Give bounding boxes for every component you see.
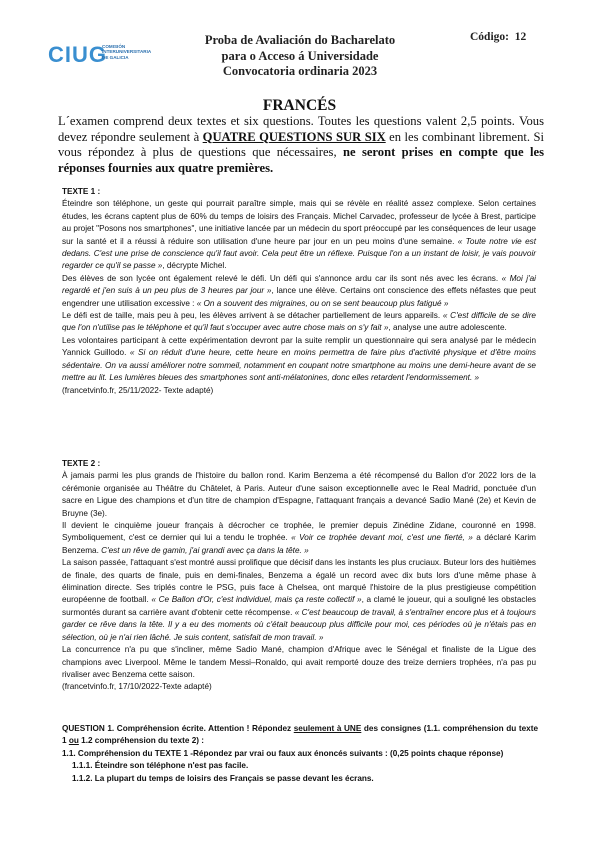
exam-code (470, 31, 526, 43)
text-1-label: TEXTE 1 : (62, 187, 101, 196)
text-1-source: (francetvinfo.fr, 25/11/2022- Texte adapté) (62, 385, 214, 395)
intro-part1: L´examen comprend deux textes et six questions. Toutes les questions valent 2,5 points. Vous devez répondre seulement à (58, 114, 544, 144)
text-2-source: (francetvinfo.fr, 17/10/2022-Texte adapté) (62, 682, 212, 692)
logo-org-text: COMISIÓN INTERUNIVERSITARIA DE GALICIA (102, 44, 152, 60)
header-line-2: para o Acceso á Universidade (221, 48, 379, 63)
text-2-paragraph-3: La saison passée, l'attaquant s'est montré aussi prolifique que décisif dans les instants les plus cruciaux. Buteur lors des huitièmes de finale, des quarts de finale, puis en demi-finales, Benzema a égalé un record avec dix buts lors d'une même phase à élimination directe. Ses triplés contre le PSG, puis face à Chelsea, ont marqué l'histoire de la plus prestigieuse compétition européenne de football. « Ce Ballon d'Or, c'est individuel, mais ça reste collectif », a clamé le joueur, qui a souligné les obstacles surmontés durant sa carrière avant d'obtenir cette récompense. « C'est beaucoup de travail, à s'entraîner encore plus et à toujours garder ce rêve dans la tête. Il y a eu des moments où c'était beaucoup plus difficile pour moi, ces périodes où je n'étais pas en sélection, où je n'ai rien lâché. Je suis content, satisfait de mon travail. » (62, 558, 536, 642)
text-1 (62, 186, 536, 397)
text-2-paragraph-2: Il devient le cinquième joueur français à décrocher ce trophée, le premier depuis Zinédine Zidane, couronné en 1998. Symboliquement, c'est ce dernier qui lui a tendu le trophée. « Voir ce trophée devant moi, c'est une fierté, » a déclaré Karim Benzema. C'est un rêve de gamin, j'ai grandi avec ça dans la tête. » (62, 521, 536, 555)
question-1-1-1: 1.1.1. Éteindre son téléphone n'est pas facile. (72, 761, 249, 771)
ciug-logo (48, 42, 158, 70)
text-1-paragraph-3: Le défi est de taille, mais peu à peu, les élèves arrivent à se détacher partiellement de leurs appareils. « C'est difficile de se dire que l'on n'utilise pas le téléphone et qu'il faut s'occuper avec autre chose mais on s'y fait », analyse une autre adolescente. (62, 311, 536, 333)
intro-part2: en les combinant librement. Si vous répondez à plus de questions que nécessaires, (58, 129, 545, 159)
question-1-1-2: 1.1.2. La plupart du temps de loisirs des Français se passe devant les écrans. (72, 773, 374, 783)
instructions (58, 114, 544, 176)
logo-text: CIUG (48, 42, 107, 67)
page-title: FRANCÉS (262, 97, 337, 114)
question-1-1-instruction: 1.1. Compréhension du TEXTE 1 -Répondez par vrai ou faux aux énoncés suivants : (0,25 points chaque réponse) (62, 748, 504, 758)
header-line-1: Proba de Avaliación do Bacharelato (204, 33, 396, 47)
intro-bold-end: ne seront prises en compte que les réponses fournies aux quatre premières. (58, 145, 544, 175)
code-label: Código: (470, 31, 509, 43)
text-1-paragraph-2: Des élèves de son lycée ont également relevé le défi. Un défi qui s'annonce ardu car ils sont nés avec les écrans. « Moi j'ai regardé et j'en suis à un peu plus de 3 heures par jour », lance une élève. Certains ont conscience des effets néfastes que peut engendrer une utilisation excessive : « On a souvent des migraines, ou on se sent beaucoup plus fatigué » (62, 273, 536, 308)
text-1-paragraph-4: Les volontaires participant à cette expérimentation devront par la suite remplir un questionnaire qui sera analysé par le médecin Yannick Guillodo. « Si on réduit d'une heure, cette heure en moins permettra de faire plus d'activité physique et d'être moins sédentaire. On va aussi améliorer notre sommeil, notamment en coupant notre smartphone au moins une demi-heure avant de se mettre au lit. Les lumières bleues des smartphones sont anti-mélatonines, donc elles retardent l'endormissement. » (62, 335, 537, 383)
exam-header (200, 33, 400, 80)
text-2-label: TEXTE 2 : (62, 459, 101, 468)
text-2-paragraph-1: À jamais parmi les plus grands de l'histoire du ballon rond. Karim Benzema a été récompensé du Ballon d'or 2022 lors de la cérémonie organisée au Théâtre du Châtelet, à Paris. Auteur d'une saison exceptionnelle avec le Real Madrid, ponctuée d'un sacre en Ligue des champions et d'un titre de champion d'Espagne, l'attaquant français a devancé Sadio Mané (2e) et Kevin de Bruyne (3e). (62, 471, 536, 518)
text-2 (62, 458, 536, 694)
question-1-heading: QUESTION 1. Compréhension écrite. Attention ! Répondez seulement à UNE des consignes (1.1. compréhension du texte 1 ou 1.2 compréhension du texte 2) : (62, 724, 539, 746)
text-1-paragraph-1: Éteindre son téléphone, un geste qui pourrait paraître simple, mais qui se révèle en réalité assez complexe. Selon certaines études, les écrans captent plus de 60% du temps de loisirs des Français. Michel Carvadec, professeur de lycée à Brest, participe au projet "Posons nos smartphones", une initiative lancée par un médecin du sport préoccupé par les conséquences de leur usage sur la santé et il a réussi à réduire son utilisation d'une heure par jour en un peu moins d'une semaine. « Toute notre vie est dedans. C'est une prise de conscience qu'il faut avoir. Cela peut être un réflexe. Puisque l'on a un instant de loisir, je vais pouvoir regarder ce qu'il se passe », décrypte Michel. (62, 199, 536, 271)
header-line-3: Convocatoria ordinaria 2023 (222, 64, 378, 78)
question-1 (62, 723, 538, 785)
text-2-paragraph-4: La concurrence n'a pu que s'incliner, même Sadio Mané, champion d'Afrique avec le Sénégal et finaliste de la Ligue des champions avec Liverpool. Même le tandem Messi–Ronaldo, qui avait remporté douze des treize derniers trophées, n'a pas pu rivaliser avec Benzema cette saison. (62, 645, 536, 679)
code-value: 12 (514, 31, 527, 43)
intro-emphasis: QUATRE QUESTIONS SUR SIX (202, 129, 386, 144)
